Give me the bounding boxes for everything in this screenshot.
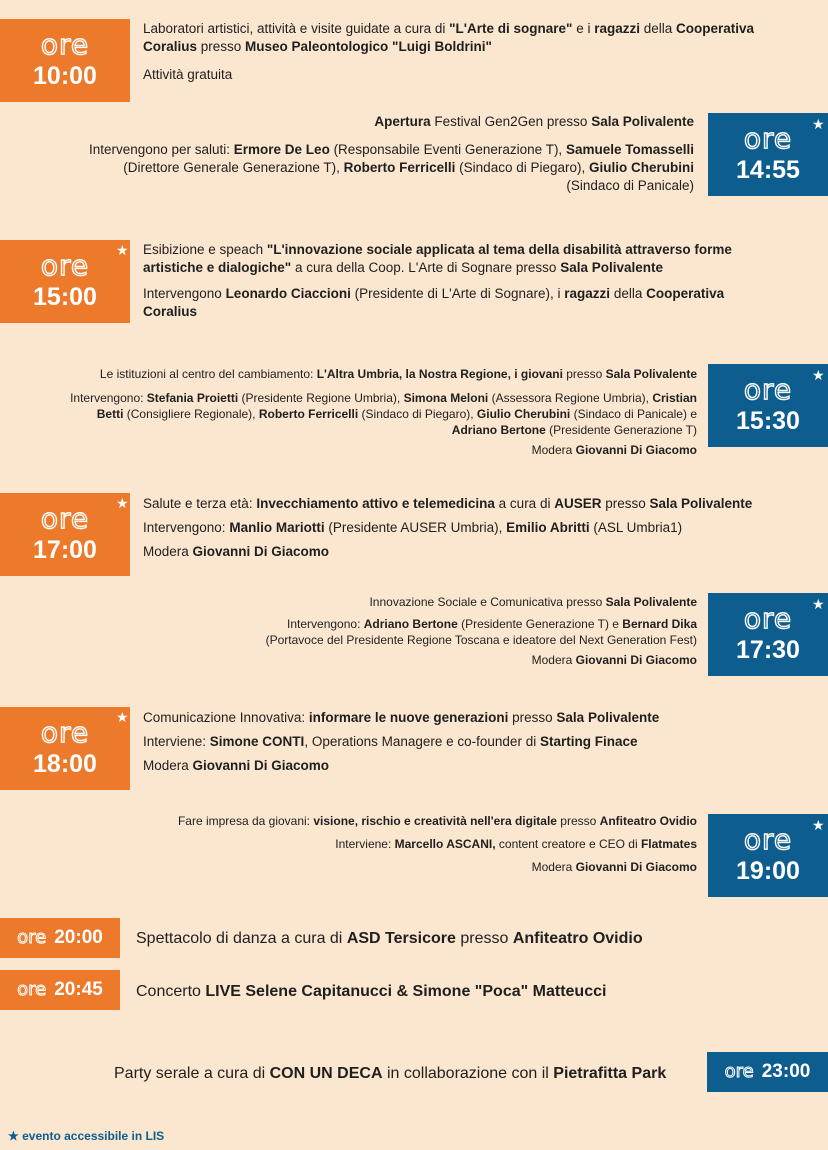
event-7-text xyxy=(143,709,783,781)
event-6-text xyxy=(80,594,697,672)
time-badge-1730 xyxy=(708,593,828,676)
event-3-line-2: Intervengono Leonardo Ciaccioni (Presidente di L'Arte di Sognare), i ragazzi della Cooperativa Coralius xyxy=(143,286,725,319)
lis-star-icon: ★ xyxy=(812,116,825,132)
event-3-text xyxy=(143,241,778,327)
event-5-line-2: Intervengono: Manlio Mariotti (Presidente AUSER Umbria), Emilio Abritti (ASL Umbria1) xyxy=(143,520,683,535)
ore-label: ore xyxy=(40,27,90,61)
ore-label: ore xyxy=(743,121,793,155)
event-8-line-2: Interviene: Marcello ASCANI, content creatore e CEO di Flatmates xyxy=(335,837,697,851)
time-label: 15:00 xyxy=(33,282,97,311)
lis-star-icon: ★ xyxy=(8,1129,19,1143)
event-4-line-1: Le istituzioni al centro del cambiamento: L'Altra Umbria, la Nostra Regione, i giovani presso Sala Polivalente xyxy=(99,367,697,381)
event-4-line-3: Modera Giovanni Di Giacomo xyxy=(531,443,697,457)
event-2-line-2: Intervengono per saluti: Ermore De Leo (Responsabile Eventi Generazione T), Samuele Tomasselli (Direttore Generale Generazione T), Roberto Ferricelli (Sindaco di Piegaro), Giulio Cherubini (Sindaco di Panicale) xyxy=(88,142,694,193)
event-7-line-3: Modera Giovanni Di Giacomo xyxy=(143,758,330,773)
time-badge-1000 xyxy=(0,19,130,102)
lis-star-icon: ★ xyxy=(116,495,129,511)
event-6-line-1: Innovazione Sociale e Comunicativa presso Sala Polivalente xyxy=(369,595,697,609)
event-8-text xyxy=(80,813,697,879)
event-7-line-1: Comunicazione Innovativa: informare le nuove generazioni presso Sala Polivalente xyxy=(143,710,660,725)
event-11-text: Party serale a cura di CON UN DECA in collaborazione con il Pietrafitta Park xyxy=(114,1065,667,1082)
time-badge-1800 xyxy=(0,707,130,790)
time-label: 20:00 xyxy=(54,927,103,948)
time-pill-2000 xyxy=(0,918,120,958)
ore-label: ore xyxy=(743,601,793,635)
time-badge-1900 xyxy=(708,814,828,897)
lis-star-icon: ★ xyxy=(116,242,129,258)
time-label: 17:00 xyxy=(33,535,97,564)
ore-label: ore xyxy=(17,927,47,948)
ore-label: ore xyxy=(724,1061,754,1082)
event-2-text xyxy=(80,113,694,201)
event-1-line-2: Attività gratuita xyxy=(143,67,233,82)
event-9-text: Spettacolo di danza a cura di ASD Tersicore presso Anfiteatro Ovidio xyxy=(136,930,643,947)
time-label: 20:45 xyxy=(54,979,103,1000)
event-1-line-1: Laboratori artistici, attività e visite guidate a cura di "L'Arte di sognare" e i ragazzi della Cooperativa Coralius presso Museo Paleontologico "Luigi Boldrini" xyxy=(143,21,755,54)
time-label: 19:00 xyxy=(736,856,800,885)
lis-star-icon: ★ xyxy=(812,596,825,612)
event-3-line-1: Esibizione e speach "L'innovazione sociale applicata al tema della disabilità attraverso forme artistiche e dialogiche" a cura della Coop. L'Arte di Sognare presso Sala Polivalente xyxy=(143,242,732,275)
time-label: 23:00 xyxy=(761,1061,811,1082)
event-4-line-2: Intervengono: Stefania Proietti (Presidente Regione Umbria), Simona Meloni (Assessora Regione Umbria), Cristian Betti (Consigliere Regionale), Roberto Ferricelli (Sindaco di Piegaro), Giulio Cherubini (Sindaco di Panicale) e Adriano Bertone (Presidente Generazione T) xyxy=(70,391,697,437)
ore-label: ore xyxy=(40,715,90,749)
time-badge-1700 xyxy=(0,493,130,576)
lis-star-icon: ★ xyxy=(116,709,129,725)
lis-footnote xyxy=(8,1129,164,1143)
time-label: 17:30 xyxy=(736,635,800,664)
time-pill-2045 xyxy=(0,970,120,1010)
event-5-line-3: Modera Giovanni Di Giacomo xyxy=(143,544,330,559)
ore-label: ore xyxy=(17,979,47,1000)
event-2-line-1: Apertura Festival Gen2Gen presso Sala Polivalente xyxy=(374,114,694,129)
time-label: 14:55 xyxy=(736,155,800,184)
footnote-text: evento accessibile in LIS xyxy=(22,1129,165,1143)
time-label: 18:00 xyxy=(33,749,97,778)
lis-star-icon: ★ xyxy=(812,817,825,833)
event-8-line-1: Fare impresa da giovani: visione, rischio e creatività nell'era digitale presso Anfiteatro Ovidio xyxy=(177,814,697,828)
event-7-line-2: Interviene: Simone CONTI, Operations Managere e co-founder di Starting Finace xyxy=(143,734,638,749)
time-badge-1530 xyxy=(708,364,828,447)
event-5-line-1: Salute e terza età: Invecchiamento attivo e telemedicina a cura di AUSER presso Sala Polivalente xyxy=(143,496,753,511)
time-label: 10:00 xyxy=(33,61,97,90)
time-badge-1500 xyxy=(0,240,130,323)
event-4-text xyxy=(60,366,697,462)
ore-label: ore xyxy=(743,822,793,856)
event-8-line-3: Modera Giovanni Di Giacomo xyxy=(531,860,697,874)
event-6-line-2: Intervengono: Adriano Bertone (Presidente Generazione T) e Bernard Dika (Portavoce del Presidente Regione Toscana e ideatore del Next Generation Fest) xyxy=(265,617,697,647)
ore-label: ore xyxy=(40,501,90,535)
event-10-text: Concerto LIVE Selene Capitanucci & Simone "Poca" Matteucci xyxy=(136,983,607,1000)
event-6-line-3: Modera Giovanni Di Giacomo xyxy=(531,653,697,667)
time-label: 15:30 xyxy=(736,406,800,435)
event-5-text xyxy=(143,495,783,567)
ore-label: ore xyxy=(40,248,90,282)
ore-label: ore xyxy=(743,372,793,406)
lis-star-icon: ★ xyxy=(812,367,825,383)
time-pill-2300 xyxy=(707,1052,828,1092)
time-badge-1455 xyxy=(708,113,828,196)
event-1-text xyxy=(143,20,773,90)
